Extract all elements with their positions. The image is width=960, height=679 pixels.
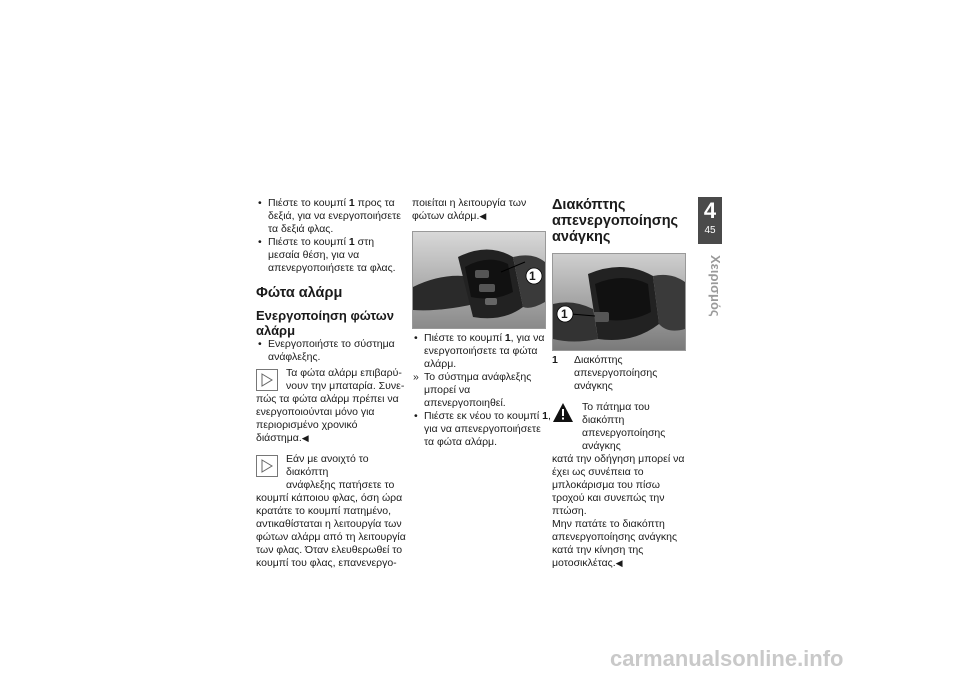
chapter-number: 4 (703, 198, 717, 223)
photo-callout: 1 (529, 269, 536, 283)
column-3 (552, 197, 692, 570)
list-item: • Πιέστε το κουμπί 1 προς τα δεξιά, για να ενεργοποιήσετε τα δεξιά φλας. (258, 197, 401, 235)
hazard-ignition-list (256, 338, 406, 364)
note-icon (256, 455, 278, 477)
column-1 (256, 197, 406, 570)
list-item: • Πιέστε το κουμπί 1 στη μεσαία θέση, για να απενεργοποιήσετε τα φλας. (258, 236, 396, 274)
subheading-hazard-on: Ενεργοποίηση φώτων αλάρμ (256, 308, 395, 338)
turn-signal-list (256, 197, 406, 275)
legend-item: 1 Διακόπτης απενεργοποίησης ανάγκης (552, 354, 658, 392)
emergency-switch-photo (552, 253, 686, 351)
warning-icon (552, 402, 574, 424)
page-number: 45 (704, 225, 716, 236)
section-heading-emergency: Διακόπτης απενεργοποίησης ανάγκης (552, 197, 679, 245)
note-icon (256, 369, 278, 391)
photo-callout: 1 (561, 307, 568, 321)
end-mark: ◀ (479, 211, 487, 221)
chapter-tab (698, 197, 722, 244)
hazard-switch-photo (412, 231, 546, 329)
list-item: • Ενεργοποιήστε το σύστημα ανάφλεξης. (258, 338, 395, 363)
warning-note: Το πάτημα του διακόπτη απενεργοποίησης ανάγκης κατά την οδήγηση μπορεί να έχει ως συνέπεια το μπλοκάρισμα του πίσω τροχού και συνεπώς την πτώση. Μην πατάτε το διακόπτη απενεργοποίησης ανάγκης κατά την κίνηση της μοτοσικλέτας.◀ (552, 401, 685, 569)
watermark: carmanualsonline.info (610, 646, 844, 671)
signal-override-note: Εάν με ανοιχτό το διακόπτη ανάφλεξης πατήσετε το κουμπί κάποιου φλας, όση ώρα κρατάτε το κουμπί πατημένο, αντικαθίσταται η λειτουργία των φώτων αλάρμ από τη λειτουργία των φλας. Όταν ελευθερωθεί το κουμπί του φλας, επανενεργο- (256, 453, 406, 569)
section-heading-hazard: Φώτα αλάρμ (256, 285, 343, 301)
end-mark: ◀ (301, 433, 309, 443)
list-item: • Πιέστε το κουμπί 1, για να ενεργοποιήσετε τα φώτα αλάρμ. (414, 332, 545, 370)
battery-note: Τα φώτα αλάρμ επιβαρύ- νουν την μπαταρία. Συνε- πώς τα φώτα αλάρμ πρέπει να ενεργοποιούνται μόνο για περιορισμένο χρονικό διάστημα.◀ (256, 367, 405, 444)
list-item: • Πιέστε εκ νέου το κουμπί 1, για να απενεργοποιήσετε τα φώτα αλάρμ. (414, 410, 551, 448)
column-2: ποιείται η λειτουργία των φώτων αλάρμ.◀ 1 • Πιέστε το κουμπί 1, για να ενεργοποιήσετε τα φώτα αλάρμ. » Το σύστημα ανάφλεξης μπορεί να απενεργοποιηθεί. • Πιέστε εκ νέου το κουμπί 1, για να απενεργοποιήσετε τα φώτα αλάρμ. (412, 197, 551, 448)
chapter-title: Χειρισμός (708, 255, 723, 317)
end-mark: ◀ (615, 558, 623, 568)
list-item-result: » Το σύστημα ανάφλεξης μπορεί να απενεργοποιηθεί. (413, 371, 532, 409)
hazard-steps-list (412, 332, 552, 449)
